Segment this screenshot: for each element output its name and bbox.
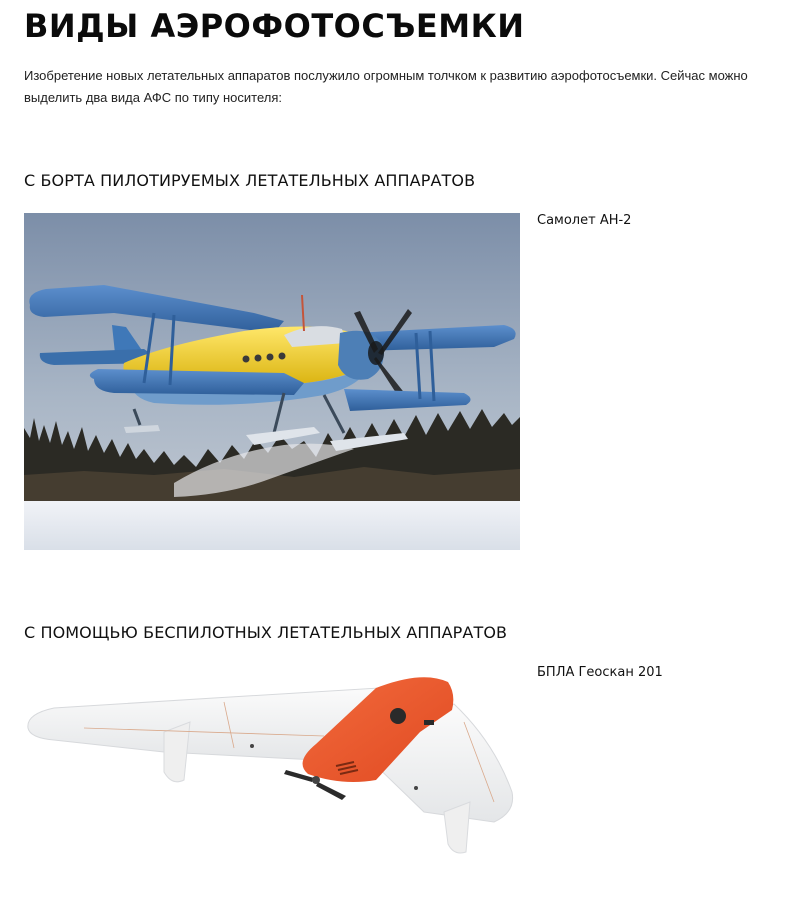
sensor-dome — [390, 708, 406, 724]
sensor-port — [424, 720, 434, 725]
an2-biplane-photo — [24, 213, 520, 550]
window — [243, 356, 250, 363]
snow-field — [24, 501, 520, 550]
geoscan-201-uav-photo — [24, 662, 520, 862]
marker — [250, 744, 254, 748]
window — [255, 355, 262, 362]
section-heading-unmanned: С ПОМОЩЬЮ БЕСПИЛОТНЫХ ЛЕТАТЕЛЬНЫХ АППАРАТОВ — [24, 623, 508, 642]
section-heading-manned: С БОРТА ПИЛОТИРУЕМЫХ ЛЕТАТЕЛЬНЫХ АППАРАТОВ — [24, 171, 476, 190]
caption-an2: Самолет АН-2 — [537, 213, 632, 228]
caption-geoscan: БПЛА Геоскан 201 — [537, 665, 663, 680]
intro-paragraph: Изобретение новых летательных аппаратов послужило огромным толчком к развитию аэрофотосъемки. Сейчас можно выделить два вида АФС по типу носителя: — [24, 68, 748, 105]
page-title: ВИДЫ АЭРОФОТОСЪЕМКИ — [24, 7, 525, 45]
window — [267, 354, 274, 361]
marker — [414, 786, 418, 790]
window — [279, 353, 286, 360]
propeller-hub — [312, 776, 320, 784]
lower-wing — [90, 369, 304, 395]
